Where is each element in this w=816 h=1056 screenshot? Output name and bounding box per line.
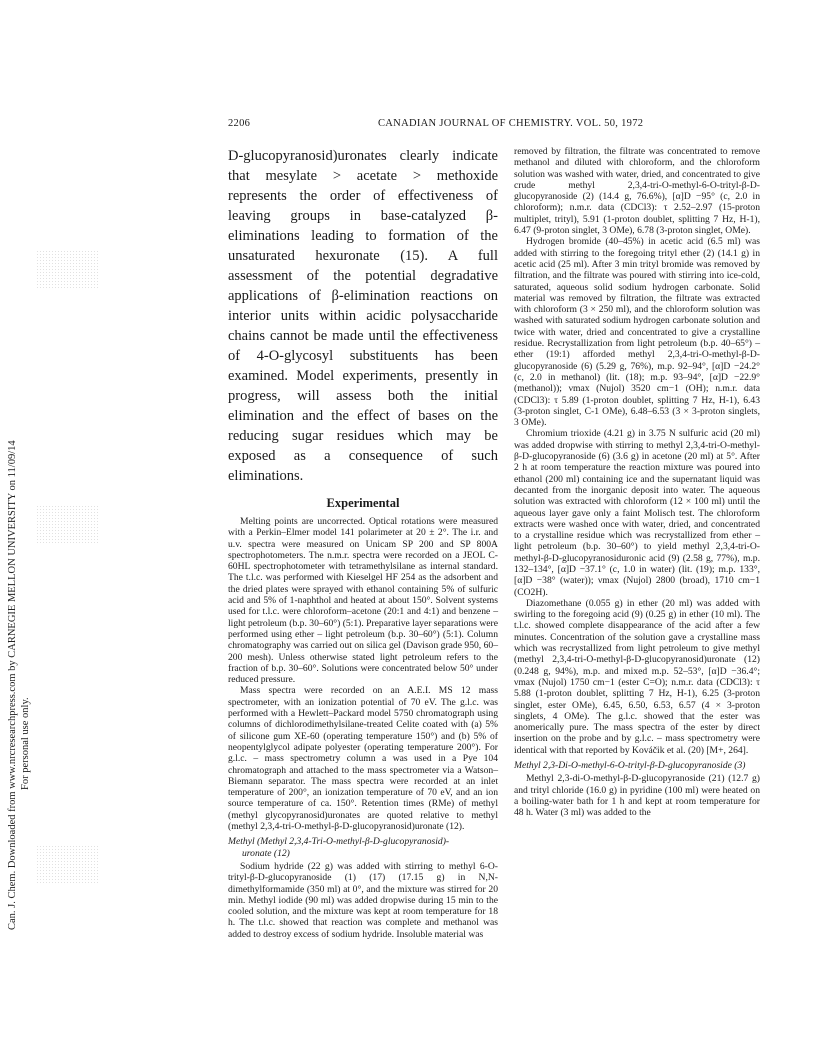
watermark-line-1: Can. J. Chem. Downloaded from www.nrcresearchpress.com by CARNEGIE MELLON UNIVERSITY on 11/09/14: [7, 440, 18, 930]
paragraph: Chromium trioxide (4.21 g) in 3.75 N sulfuric acid (20 ml) was added dropwise with stirring to methyl 2,3,4-tri-O-methyl-β-D-glucopyranoside (6) (3.6 g) in acetone (20 ml) at 5°. After 2 h at room temperature the reaction mixture was poured into ethanol (200 ml) containing ice and the supernatant liquid was decanted from the inorganic deposit into water. The aqueous solution was extracted with chloroform (12 × 100 ml) until the aqueous layer gave only a faint Molisch test. The chloroform extracts were washed once with water, dried, and concentrated to a crystalline residue which was recrystallized from ether – light petroleum (b.p. 30–60°) to yield methyl 2,3,4-tri-O-methyl-β-D-glucopyranosiduronic acid (9) (2.58 g, 77%), m.p. 132–134°, [α]D −37.1° (c, 1.0 in water) (lit. (19); m.p. 133°, [α]D −38° (water)); νmax (Nujol) 2800 (broad), 1710 cm−1 (CO2H).: [514, 428, 760, 598]
left-column: [228, 146, 498, 940]
right-column: [514, 146, 760, 819]
subsection-heading-line: Methyl (Methyl 2,3,4-Tri-O-methyl-β-D-glucopyranosid)-: [228, 836, 450, 848]
page-number: 2206: [228, 118, 251, 129]
section-heading: Experimental: [326, 496, 400, 510]
scan-noise: [36, 250, 100, 290]
paragraph: Hydrogen bromide (40–45%) in acetic acid (6.5 ml) was added with stirring to the foregoing trityl ether (2) (14.1 g) in acetic acid (25 ml). After 3 min trityl bromide was removed by filtration, and the filtrate was poured with stirring into ice-cold, saturated, aqueous solid sodium hydrogen carbonate. Solid material was removed by filtration, the filtrate was extracted with chloroform (3 × 250 ml), and the chloroform solution was washed with saturated sodium hydrogen carbonate solution and twice with water, dried and concentrated to give a crystalline residue. Recrystallization from light petroleum (b.p. 40–65°) – ether (19:1) afforded methyl 2,3,4-tri-O-methyl-β-D-glucopyranoside (6) (5.29 g, 76%), m.p. 92–94°, [α]D −24.2° (c, 2.0 in methanol) (lit. (18); m.p. 93–94°, [α]D −22.9° (methanol)); νmax (Nujol) 3520 cm−1 (OH); n.m.r. data (CDCl3): τ 5.89 (1-proton doublet, splitting 7 Hz, H-1), 6.43 (3-proton singlet, C-1 OMe), 6.48–6.53 (3 × 3-proton singlets, 3 OMe).: [514, 236, 760, 429]
journal-title: CANADIAN JOURNAL OF CHEMISTRY. VOL. 50, 1972: [378, 118, 644, 129]
paragraph: Melting points are uncorrected. Optical rotations were measured with a Perkin–Elmer model 141 polarimeter at 20 ± 2°. The i.r. and u.v. spectra were measured on Unicam SP 200 and SP 800A spectrophotometers. The n.m.r. spectra were recorded on a JEOL C-60HL spectrophotometer with tetramethylsilane as internal standard. The t.l.c. was performed with Kieselgel HF 254 as the adsorbent and the dried plates were sprayed with ethanol containing 5% of sulfuric acid and 5% of 1-naphthol and heated at about 150°. Solvent systems used for t.l.c. were chloroform–acetone (20:1 and 4:1) and benzene – light petroleum (b.p. 30–60°) (5:1). Preparative layer separations were performed using ether – light petroleum (b.p. 30–60°) (5:1). Column chromatography was carried out on silica gel (Davison grade 950, 60–200 mesh). Unless otherwise stated light petroleum refers to the fraction of b.p. 30–60°. Solutions were concentrated below 50° under reduced pressure.: [228, 516, 498, 686]
intro-paragraph: D-glucopyranosid)uronates clearly indicate that mesylate > acetate > methoxide represents the order of effectiveness of leaving groups in base-catalyzed β-eliminations leading to formation of the unsaturated hexuronate (15). A full assessment of the potential degradative applications of β-elimination reactions on interior units within acidic polysaccharide chains cannot be made until the effectiveness of 4-O-glycosyl substituents has been examined. Model experiments, presently in progress, will assess both the initial elimination and the effect of bases on the reducing sugar residues which may be exposed as a consequence of such eliminations.: [228, 148, 498, 484]
scan-noise: [36, 845, 100, 885]
paragraph: Mass spectra were recorded on an A.E.I. MS 12 mass spectrometer, with an ionization potential of 70 eV. The g.l.c. was performed with a Hewlett–Packard model 5750 chromatograph using columns of dichlorodimethylsilane-treated Celite coated with (a) 5% of silicone gum XE-60 (operating temperature 150°) and (b) 5% of neopentylglycol adipate polyester (operating temperature 200°). For g.l.c. – mass spectrometry column a was used in a Pye 104 chromatograph and attached to the mass spectrometer via a Watson–Biemann separator. The mass spectra were recorded at an inlet temperature of 200°, an ionization temperature of 70 eV, and an ion source temperature of ca. 150°. Retention times (RMe) of methyl (methyl glycopyranosid)uronates are quoted relative to methyl (methyl 2,3,4-tri-O-methyl-β-D-glucopyranosid)uronate (12).: [228, 685, 498, 833]
paragraph: Sodium hydride (22 g) was added with stirring to methyl 6-O-trityl-β-D-glucopyranoside (1) (17) (17.15 g) in N,N-dimethylformamide (350 ml) at 0°, and the mixture was stirred for 20 min. Methyl iodide (90 ml) was added dropwise during 15 min to the cooled solution, and the mixture was kept at room temperature for 18 h. The t.l.c. showed that reaction was complete and methanol was added to destroy excess of sodium hydride. Insoluble material was: [228, 860, 498, 940]
watermark-line-2: For personal use only.: [20, 697, 31, 790]
subsection-heading: Methyl 2,3-Di-O-methyl-6-O-trityl-β-D-glucopyranoside (3): [514, 760, 746, 772]
paragraph: Methyl 2,3-di-O-methyl-β-D-glucopyranoside (21) (12.7 g) and trityl chloride (16.0 g) in pyridine (100 ml) were heated on a boiling-water bath for 1 h and kept at room temperature for 48 h. Water (3 ml) was added to the: [514, 773, 760, 819]
paragraph: Diazomethane (0.055 g) in ether (20 ml) was added with swirling to the foregoing acid (9) (0.25 g) in ether (10 ml). The t.l.c. showed complete disappearance of the acid after a few minutes. Concentration of the solution gave a crystalline mass which was recrystallized from light petroleum to give methyl (methyl 2,3,4-tri-O-methyl-β-D-glucopyranosid)uronate (12) (0.248 g, 94%), m.p. and mixed m.p. 52–53°, [α]D −36.4°; νmax (Nujol) 1750 cm−1 (ester C=O); n.m.r. data (CDCl3): τ 5.88 (1-proton doublet, splitting 7 Hz, H-1), 6.25 (3-proton singlet, ester OMe), 6.45, 6.50, 6.53, 6.57 (4 × 3-proton singlets, 4 OMe). The g.l.c. showed that the ester was anomerically pure. The mass spectra of the ester by direct insertion on the probe and by g.l.c. – mass spectrometry were identical with that reported by Kováčik et al. (20) [M+, 264].: [514, 597, 760, 756]
download-watermark: [6, 200, 36, 930]
subsection-heading: [228, 836, 498, 859]
paragraph: removed by filtration, the filtrate was concentrated to remove methanol and diluted with chloroform, and the chloroform solution was washed with water, dried, and concentrated to give crude methyl 2,3,4-tri-O-methyl-6-O-trityl-β-D-glucopyranoside (2) (14.4 g, 76.6%), [α]D −95° (c, 2.0 in chloroform); n.m.r. data (CDCl3): τ 2.52–2.97 (15-proton multiplet, trityl), 5.91 (1-proton doublet, splitting 7 Hz, H-1), 6.47 (9-proton singlet, 3 OMe), 6.78 (3-proton singlet, OMe).: [514, 146, 760, 237]
subsection-heading-line: uronate (12): [242, 847, 290, 859]
scan-noise: [36, 505, 100, 545]
